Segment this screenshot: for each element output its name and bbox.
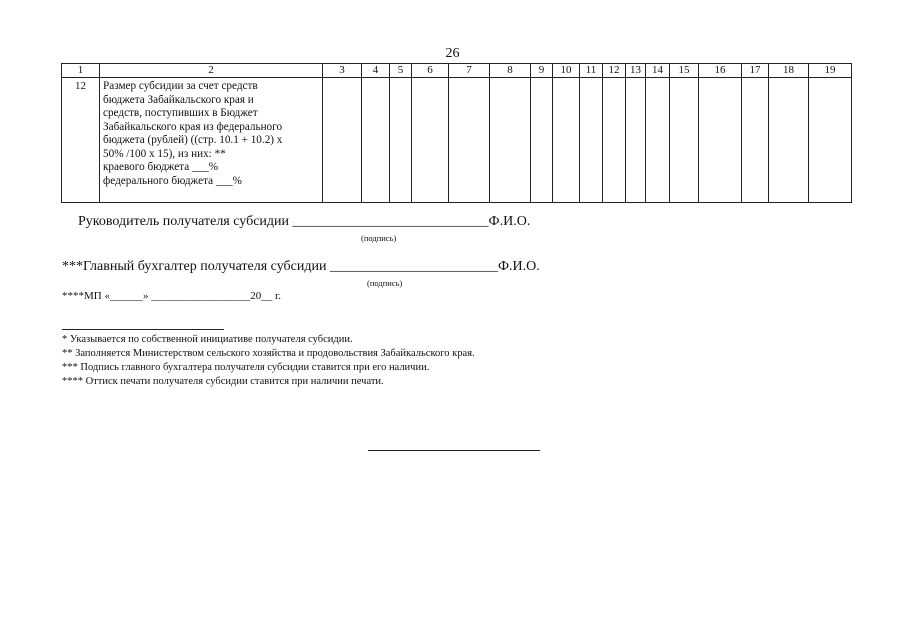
head-signature-line: Руководитель получателя субсидии ____________________________Ф.И.О.: [78, 214, 531, 229]
accountant-signature-line: ***Главный бухгалтер получателя субсидии ________________________Ф.И.О.: [62, 259, 540, 274]
column-header: 19: [809, 64, 852, 78]
column-header: 4: [362, 64, 390, 78]
end-divider: [368, 450, 540, 451]
column-header: 1: [62, 64, 100, 78]
table-cell: [626, 78, 646, 203]
subsidy-table: [61, 63, 852, 203]
table-cell: [531, 78, 553, 203]
row-description: [100, 78, 323, 203]
table-cell: [699, 78, 742, 203]
column-header: 8: [490, 64, 531, 78]
description-line: краевого бюджета ___%: [103, 161, 219, 173]
table-cell: [742, 78, 769, 203]
description-line: Размер субсидии за счет средств: [103, 80, 258, 92]
table-cell: [646, 78, 670, 203]
description-line: федерального бюджета ___%: [103, 174, 242, 187]
column-header: 15: [670, 64, 699, 78]
column-header: 7: [449, 64, 490, 78]
footnote-divider: [62, 329, 224, 330]
table-cell: [670, 78, 699, 203]
description-line: бюджета (рублей) ((стр. 10.1 + 10.2) х: [103, 134, 283, 146]
column-header: 12: [603, 64, 626, 78]
table-cell: [449, 78, 490, 203]
stamp-date-line: ****МП «______» __________________20__ г.: [62, 290, 281, 302]
column-header: 18: [769, 64, 809, 78]
column-header: 9: [531, 64, 553, 78]
table-row: [62, 78, 852, 203]
table-cell: [412, 78, 449, 203]
column-header: 10: [553, 64, 580, 78]
table-cell: [362, 78, 390, 203]
table-cell: [603, 78, 626, 203]
table-cell: [809, 78, 852, 203]
description-line: бюджета Забайкальского края и: [103, 93, 254, 106]
footnote: *** Подпись главного бухгалтера получателя субсидии ставится при его наличии.: [62, 362, 430, 373]
footnote: ** Заполняется Министерством сельского хозяйства и продовольствия Забайкальского края.: [62, 348, 475, 359]
column-header: 2: [100, 64, 323, 78]
footnote: * Указывается по собственной инициативе получателя субсидии.: [62, 334, 353, 345]
table-cell: [769, 78, 809, 203]
footnote: **** Оттиск печати получателя субсидии ставится при наличии печати.: [62, 376, 384, 387]
table-cell: [580, 78, 603, 203]
table-cell: [490, 78, 531, 203]
column-header: 13: [626, 64, 646, 78]
table-cell: [323, 78, 362, 203]
column-header: 3: [323, 64, 362, 78]
description-line: средств, поступивших в Бюджет: [103, 107, 258, 119]
table-cell: [390, 78, 412, 203]
accountant-signature-caption: (подпись): [367, 278, 403, 288]
row-number: 12: [62, 78, 100, 203]
description-line: 50% /100 х 15), из них: **: [103, 147, 226, 160]
column-header: 16: [699, 64, 742, 78]
description-line: Забайкальского края из федерального: [103, 120, 283, 133]
page-number: 26: [445, 46, 460, 61]
head-signature-caption: (подпись): [361, 233, 397, 243]
column-header: 11: [580, 64, 603, 78]
column-header: 6: [412, 64, 449, 78]
column-header: 17: [742, 64, 769, 78]
column-header: 5: [390, 64, 412, 78]
footnotes: [62, 333, 475, 389]
column-header: 14: [646, 64, 670, 78]
table-header-row: [62, 64, 852, 78]
table-cell: [553, 78, 580, 203]
